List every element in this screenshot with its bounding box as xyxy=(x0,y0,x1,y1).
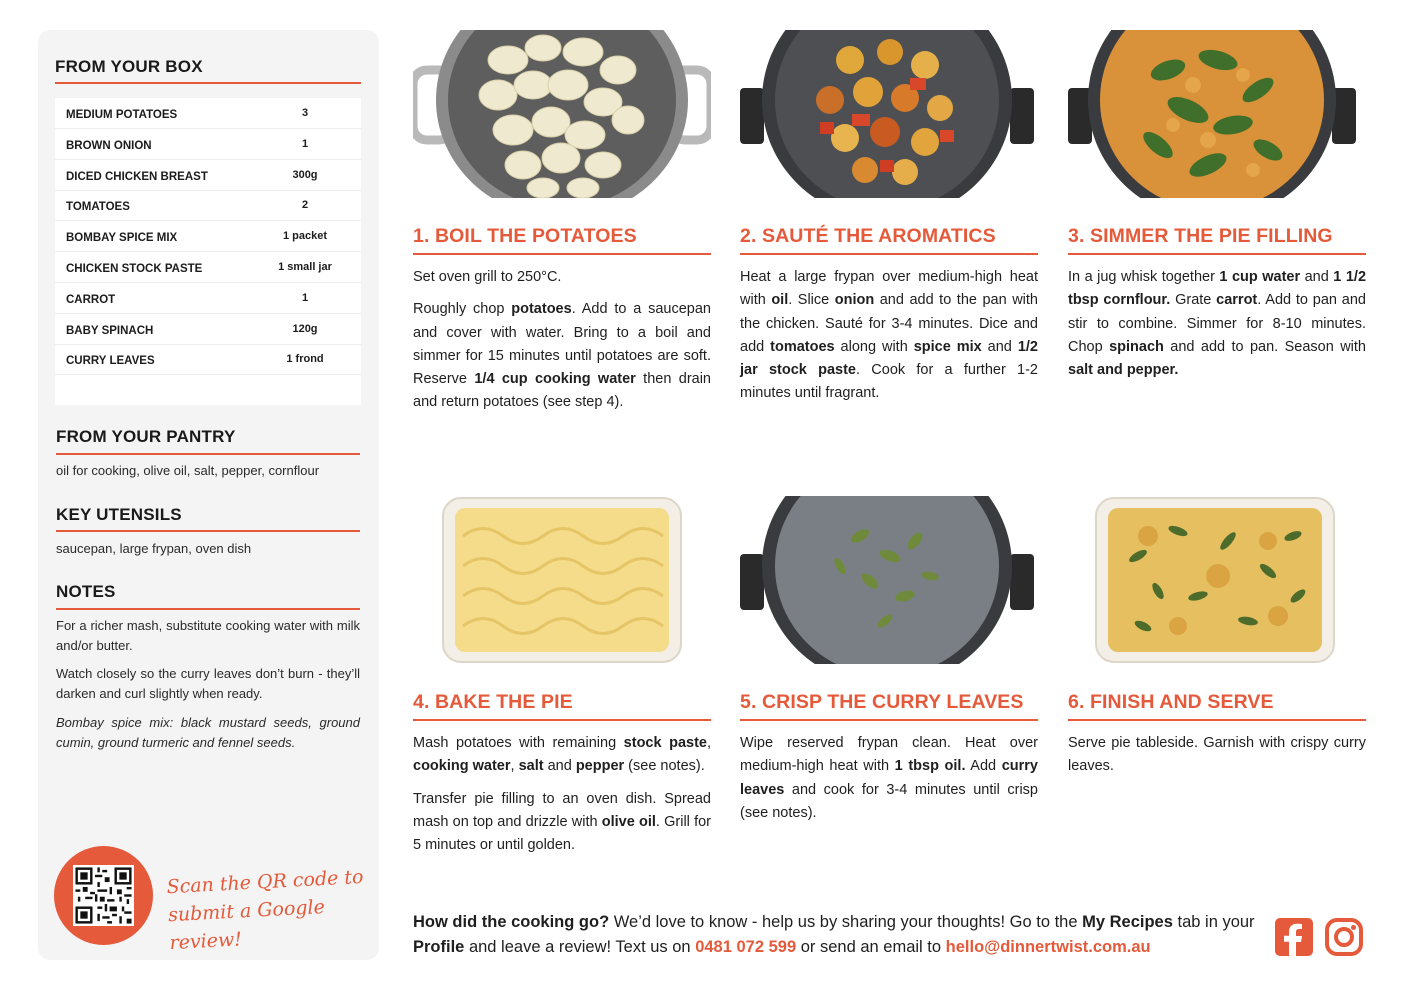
step-text: Add xyxy=(965,758,1002,775)
step-text: . Slice xyxy=(788,292,835,309)
ingredient-qty: 3 xyxy=(301,107,309,119)
footer-text: tab in your xyxy=(1172,913,1255,931)
ingredient-qty: 300g xyxy=(292,168,318,181)
step-text: Heat a large frypan over medium-high heat with xyxy=(740,269,1038,309)
qr-code-icon[interactable] xyxy=(73,865,134,926)
step-4-photo xyxy=(413,496,711,664)
bold-ingredient: salt xyxy=(518,758,544,775)
ingredient-row xyxy=(55,314,361,345)
step-paragraph xyxy=(413,298,711,414)
ingredient-row xyxy=(55,344,361,375)
qr-caption xyxy=(166,863,370,957)
step-paragraph xyxy=(740,732,1038,825)
footer-bold: Profile xyxy=(413,938,465,956)
bold-ingredient: stock paste xyxy=(623,735,707,751)
step-6-rule xyxy=(1068,719,1366,721)
bold-ingredient: pepper xyxy=(575,758,625,775)
step-paragraph xyxy=(740,266,1038,406)
step-text: and cook for 3-4 minutes until crisp (see notes). xyxy=(740,781,1038,821)
step-text: Serve pie tableside. Garnish with crispy curry leaves. xyxy=(1068,735,1366,775)
note-spice-mix: Bombay spice mix: black mustard seeds, ground cumin, ground turmeric and fennel seeds. xyxy=(56,715,360,750)
bold-ingredient: curry leaves xyxy=(740,758,1038,798)
ingredient-name: BOMBAY SPICE MIX xyxy=(66,232,178,245)
step-2-photo xyxy=(740,30,1038,198)
ingredient-name: DICED CHICKEN BREAST xyxy=(66,170,208,183)
step-paragraph xyxy=(413,788,711,858)
step-text: Mash potatoes with remaining xyxy=(413,735,624,751)
bold-ingredient: 1/2 jar stock paste xyxy=(740,338,1038,379)
ingredient-qty: 1 frond xyxy=(286,353,324,366)
step-text: Wipe reserved frypan clean. Heat over medium-high heat with xyxy=(740,735,1038,775)
phone-link[interactable]: 0481 072 599 xyxy=(695,938,797,956)
ingredient-name: BABY SPINACH xyxy=(66,324,154,337)
utensils-heading: KEY UTENSILS xyxy=(56,505,182,524)
step-text: , xyxy=(706,735,711,751)
ingredient-row xyxy=(55,221,361,252)
review-footer xyxy=(413,910,1263,960)
step-text: and xyxy=(1300,269,1334,285)
step-text: and add to pan. Season with xyxy=(1163,338,1366,355)
bold-ingredient: onion xyxy=(834,292,875,309)
ingredient-name: CURRY LEAVES xyxy=(66,355,155,368)
ingredient-row xyxy=(55,252,361,283)
ingredients-card xyxy=(55,98,361,405)
step-2-body xyxy=(740,266,1038,415)
footer-text: We’d love to know - help us by sharing your thoughts! Go to the xyxy=(609,913,1083,931)
ingredient-qty: 1 packet xyxy=(282,230,328,243)
step-paragraph xyxy=(1068,266,1366,382)
step-paragraph xyxy=(1068,732,1366,779)
footer-bold: My Recipes xyxy=(1082,913,1173,931)
step-5-title: 5. CRISP THE CURRY LEAVES xyxy=(740,691,1024,713)
step-6-title: 6. FINISH AND SERVE xyxy=(1068,691,1274,713)
bold-ingredient: salt and pepper. xyxy=(1068,362,1179,379)
step-1-body xyxy=(413,266,711,424)
footer-text: or send an email to xyxy=(796,938,946,956)
step-text: . Add to a saucepan and cover with water. Bring to a boil and simmer for 15 minutes until potatoes are soft. Reserve xyxy=(413,301,711,388)
bold-ingredient: 1/4 cup cooking water xyxy=(474,371,636,388)
step-5-photo xyxy=(740,496,1038,664)
step-text: and xyxy=(543,758,576,775)
step-text: Roughly chop xyxy=(413,301,512,318)
footer-text: and leave a review! Text us on xyxy=(464,938,696,956)
step-text: Grate xyxy=(1170,292,1217,309)
bold-ingredient: oil xyxy=(771,292,789,309)
step-6-photo xyxy=(1068,496,1366,664)
step-3-rule xyxy=(1068,253,1366,255)
step-text: In a jug whisk together xyxy=(1068,269,1220,285)
bold-ingredient: 1 1/2 tbsp cornflour. xyxy=(1068,269,1367,309)
ingredient-name: TOMATOES xyxy=(66,201,130,214)
bold-ingredient: olive oil xyxy=(601,813,656,830)
notes-heading: NOTES xyxy=(56,582,116,601)
bold-ingredient: carrot xyxy=(1216,292,1258,309)
pantry-heading: FROM YOUR PANTRY xyxy=(56,427,236,446)
step-text: (see notes). xyxy=(624,758,705,775)
qr-badge xyxy=(54,846,153,945)
step-4-rule xyxy=(413,719,711,721)
step-1-title: 1. BOIL THE POTATOES xyxy=(413,225,637,247)
ingredient-name: CARROT xyxy=(66,293,116,306)
ingredient-name: MEDIUM POTATOES xyxy=(66,109,178,121)
bold-ingredient: cooking water xyxy=(413,758,511,775)
step-text: Set oven grill to 250°C. xyxy=(413,269,562,285)
ingredient-row xyxy=(55,129,361,160)
ingredient-qty: 2 xyxy=(301,199,309,212)
step-1-photo xyxy=(413,30,711,198)
step-5-rule xyxy=(740,719,1038,721)
step-text: Transfer pie filling to an oven dish. Spread mash on top and drizzle with xyxy=(413,790,711,830)
ingredient-name: CHICKEN STOCK PASTE xyxy=(66,263,203,275)
box-heading-rule xyxy=(55,82,361,84)
step-text: . Grill for 5 minutes or until golden. xyxy=(413,813,712,854)
ingredient-qty: 120g xyxy=(292,322,318,335)
step-3-photo xyxy=(1068,30,1366,198)
step-paragraph xyxy=(413,732,711,779)
ingredient-row xyxy=(55,283,361,314)
bold-ingredient: 1 cup water xyxy=(1219,269,1301,285)
step-text: then drain and return potatoes (see step 4). xyxy=(413,371,711,411)
step-4-title: 4. BAKE THE PIE xyxy=(413,691,573,713)
bold-ingredient: potatoes xyxy=(511,301,572,318)
pantry-heading-rule xyxy=(56,453,360,455)
bold-ingredient: spinach xyxy=(1109,338,1164,355)
utensils-text: saucepan, large frypan, oven dish xyxy=(56,541,252,556)
ingredient-row xyxy=(55,190,361,221)
step-3-body xyxy=(1068,266,1366,391)
step-text: and xyxy=(981,338,1018,355)
step-text: , xyxy=(510,758,519,775)
step-text: . Add to pan and stir to combine. Simmer for 8-10 minutes. Chop xyxy=(1068,292,1366,355)
ingredient-qty: 1 xyxy=(301,137,309,150)
note-curry-leaves: Watch closely so the curry leaves don’t burn - they’ll darken and curl slightly when ready. xyxy=(56,666,360,701)
email-link[interactable]: hello@dinnertwist.com.au xyxy=(945,938,1151,956)
note-mash: For a richer mash, substitute cooking water with milk and/or butter. xyxy=(56,618,360,653)
qr-caption-line2: submit a Google review! xyxy=(167,896,326,955)
facebook-icon[interactable] xyxy=(1275,918,1313,956)
ingredient-name: BROWN ONION xyxy=(66,139,152,152)
step-text: and add to the pan with the chicken. Sauté for 3-4 minutes. Dice and add xyxy=(740,292,1038,355)
bold-ingredient: spice mix xyxy=(913,338,982,355)
instagram-icon[interactable] xyxy=(1325,918,1363,956)
step-4-body xyxy=(413,732,711,866)
utensils-heading-rule xyxy=(56,530,360,532)
step-3-title: 3. SIMMER THE PIE FILLING xyxy=(1068,225,1333,247)
step-5-body xyxy=(740,732,1038,834)
pantry-text: oil for cooking, olive oil, salt, pepper, cornflour xyxy=(56,463,320,478)
step-6-body xyxy=(1068,732,1366,788)
step-paragraph xyxy=(413,266,711,289)
step-2-rule xyxy=(740,253,1038,255)
step-1-rule xyxy=(413,253,711,255)
notes-heading-rule xyxy=(56,608,360,610)
bold-ingredient: 1 tbsp oil. xyxy=(894,758,966,775)
box-heading: FROM YOUR BOX xyxy=(55,57,203,76)
qr-caption-line1: Scan the QR code to xyxy=(166,865,364,899)
bold-ingredient: tomatoes xyxy=(770,338,835,355)
footer-bold: How did the cooking go? xyxy=(413,913,610,931)
ingredient-qty: 1 xyxy=(301,291,309,304)
step-2-title: 2. SAUTÉ THE AROMATICS xyxy=(740,225,996,247)
step-text: along with xyxy=(834,338,914,355)
ingredient-row xyxy=(55,98,361,129)
ingredient-qty: 1 small jar xyxy=(278,261,332,273)
step-text: . Cook for a further 1-2 minutes until fragrant. xyxy=(740,362,1038,402)
sidebar xyxy=(38,30,379,960)
ingredient-row xyxy=(55,160,361,191)
